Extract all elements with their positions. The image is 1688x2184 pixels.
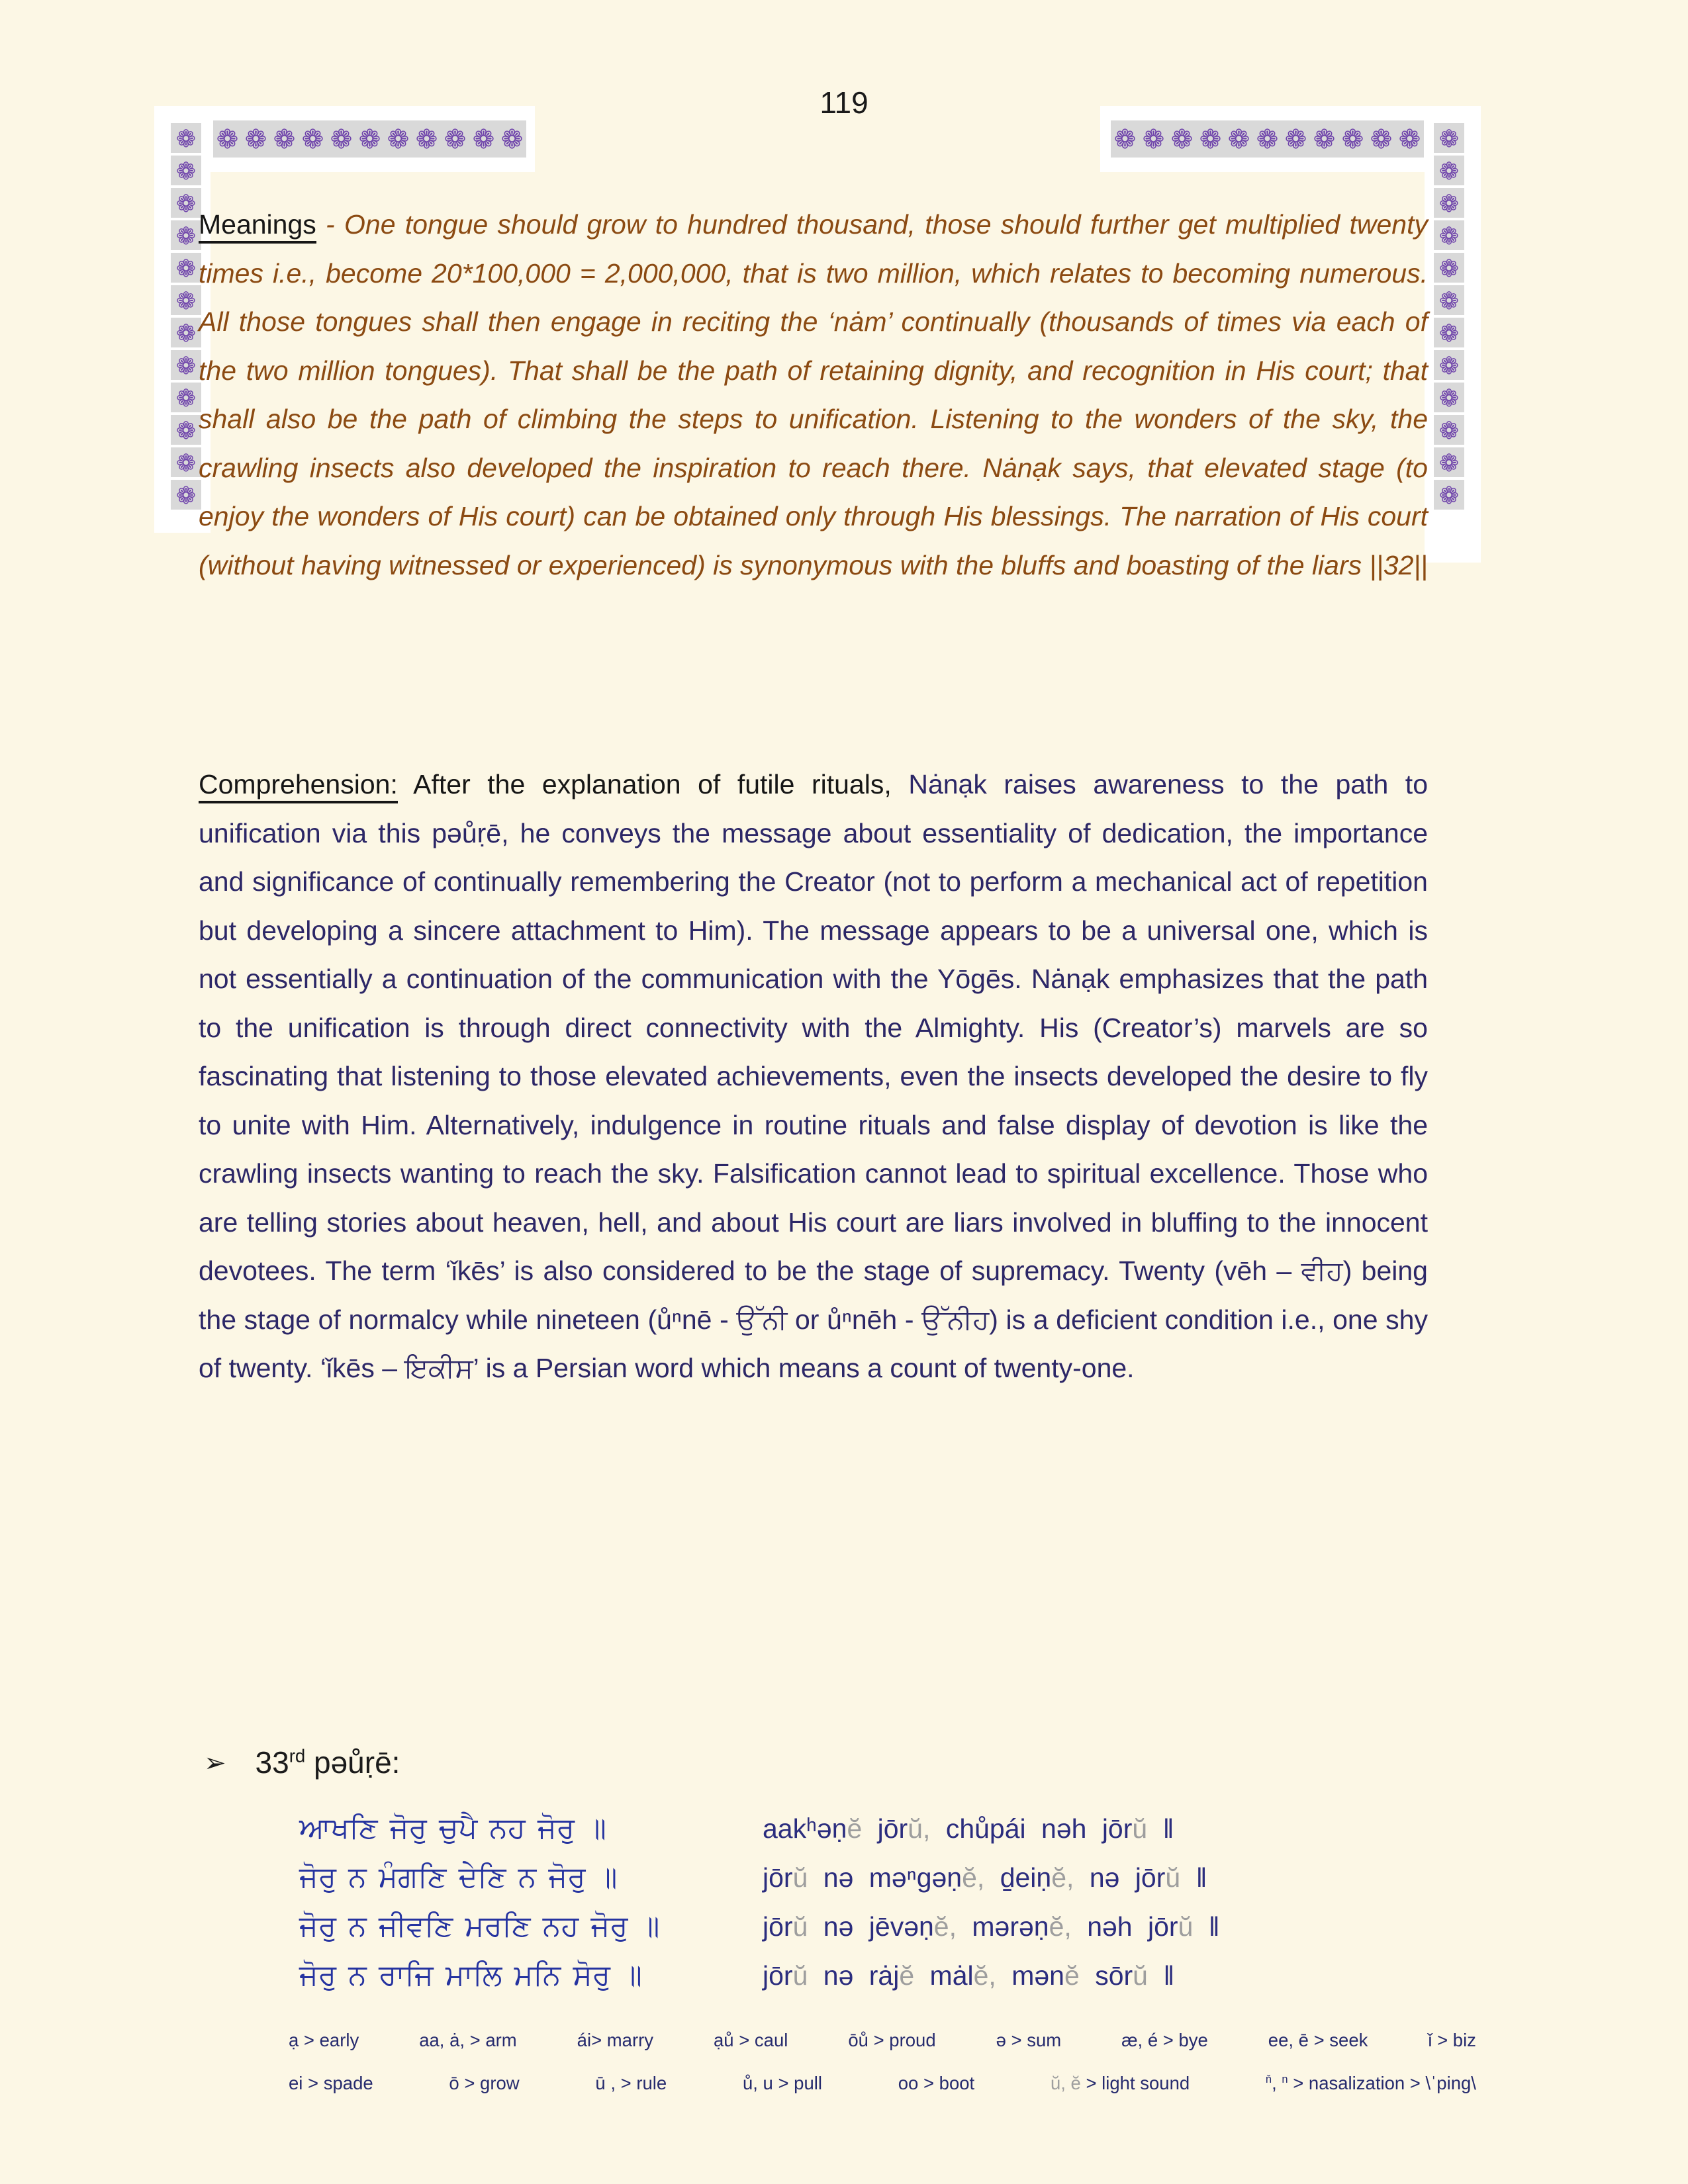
pronunciation-key-row-1 bbox=[289, 2029, 1476, 2052]
flower-ornament-icon: ❁ bbox=[171, 318, 201, 347]
flower-ornament-icon: ❁ bbox=[358, 125, 381, 154]
flower-ornament-icon: ❁ bbox=[1341, 125, 1364, 154]
gurmukhi-line: ਆਖਣਿ ਜੋਰੁ ਚੁਪੈ ਨਹ ਜੋਰੁ ॥ bbox=[299, 1812, 606, 1844]
flower-ornament-icon: ❁ bbox=[1227, 125, 1250, 154]
gurmukhi-line: ਜੋਰੁ ਨ ਰਾਜਿ ਮਾਲਿ ਮਨਿ ਸੋਰੁ ॥ bbox=[299, 1959, 642, 1991]
flower-ornament-icon: ❁ bbox=[171, 415, 201, 445]
pronunciation-key-item: ů, u > pull bbox=[742, 2073, 822, 2093]
flower-ornament-icon: ❁ bbox=[1434, 123, 1464, 153]
flower-ornament-icon: ❁ bbox=[1434, 188, 1464, 218]
meanings-separator: - bbox=[316, 209, 344, 240]
flower-border-right-column bbox=[1434, 123, 1464, 510]
flower-ornament-icon: ❁ bbox=[1199, 125, 1222, 154]
flower-ornament-icon: ❁ bbox=[1434, 253, 1464, 283]
pronunciation-key-item: aa, ȧ, > arm bbox=[419, 2030, 517, 2050]
verse-row bbox=[199, 1910, 1456, 1959]
pronunciation-key-item: ū , > rule bbox=[595, 2073, 667, 2093]
verse-row bbox=[199, 1812, 1456, 1861]
flower-ornament-icon: ❁ bbox=[1284, 125, 1307, 154]
gurmukhi-line: ਜੋਰੁ ਨ ਜੀਵਣਿ ਮਰਣਿ ਨਹ ਜੋਰੁ ॥ bbox=[299, 1910, 660, 1942]
comprehension-label: Comprehension: bbox=[199, 769, 398, 803]
flower-ornament-icon: ❁ bbox=[1434, 447, 1464, 477]
flower-ornament-icon: ❁ bbox=[171, 253, 201, 283]
meanings-label: Meanings bbox=[199, 209, 316, 244]
flower-ornament-icon: ❁ bbox=[1434, 285, 1464, 315]
flower-ornament-icon: ❁ bbox=[301, 125, 324, 154]
flower-ornament-icon: ❁ bbox=[1434, 480, 1464, 510]
flower-ornament-icon: ❁ bbox=[171, 156, 201, 185]
flower-border-top-right bbox=[1111, 120, 1424, 158]
flower-ornament-icon: ❁ bbox=[1434, 156, 1464, 185]
flower-ornament-icon: ❁ bbox=[1370, 125, 1393, 154]
pronunciation-key-item: ee, ē > seek bbox=[1268, 2030, 1368, 2050]
pronunciation-key-row-2 bbox=[289, 2072, 1476, 2095]
pronunciation-key-item: ái> marry bbox=[577, 2030, 654, 2050]
flower-ornament-icon: ❁ bbox=[171, 123, 201, 153]
flower-ornament-icon: ❁ bbox=[171, 447, 201, 477]
flower-ornament-icon: ❁ bbox=[1434, 220, 1464, 250]
pronunciation-key-item: ŭ, ĕ > light sound bbox=[1050, 2073, 1190, 2093]
pronunciation-key-item: oo > boot bbox=[898, 2073, 975, 2093]
flower-ornament-icon: ❁ bbox=[273, 125, 296, 154]
page-number: 119 bbox=[820, 85, 868, 120]
pronunciation-key-item: ə > sum bbox=[996, 2030, 1062, 2050]
flower-ornament-icon: ❁ bbox=[171, 188, 201, 218]
flower-ornament-icon: ❁ bbox=[500, 125, 524, 154]
ordinal-superscript: rd bbox=[289, 1745, 306, 1766]
flower-ornament-icon: ❁ bbox=[1313, 125, 1336, 154]
flower-ornament-icon: ❁ bbox=[1398, 125, 1421, 154]
transliteration-line: jōrŭ nə rȧjĕ mȧlĕ, mənĕ sōrŭ ‖ bbox=[763, 1960, 1175, 1991]
flower-ornament-icon: ❁ bbox=[171, 350, 201, 380]
flower-ornament-icon: ❁ bbox=[244, 125, 267, 154]
flower-ornament-icon: ❁ bbox=[171, 285, 201, 315]
pronunciation-key bbox=[289, 2029, 1476, 2095]
flower-ornament-icon: ❁ bbox=[1256, 125, 1279, 154]
arrow-bullet-icon: ➢ bbox=[204, 1749, 226, 1778]
pronunciation-key-item: ōů > proud bbox=[848, 2030, 936, 2050]
meanings-paragraph bbox=[199, 201, 1428, 590]
meanings-text: One tongue should grow to hundred thousand, those should further get multiplied twenty times i.e., become 20*100,000 = 2,000,000, that is two million, which relates to becoming numerous. All those tongues shall then engage in reciting the ‘nȧm’ continually (thousands of times via each of the two million tongues). That shall be the path of retaining dignity, and recognition in His court; that shall also be the path of climbing the steps to unification. Listening to the wonders of the sky, the crawling insects also developed the inspiration to reach there. Nȧnạk says, that elevated stage (to enjoy the wonders of His court) can be obtained only through His blessings. The narration of His court (without having witnessed or experienced) is synonymous with the bluffs and boasting of the liars ||32|| bbox=[199, 209, 1428, 580]
pronunciation-key-item: ạů > caul bbox=[714, 2030, 788, 2050]
pronunciation-key-item: æ, é > bye bbox=[1121, 2030, 1208, 2050]
verse-row bbox=[199, 1959, 1456, 2008]
flower-ornament-icon: ❁ bbox=[216, 125, 239, 154]
verse-block bbox=[199, 1812, 1456, 2008]
flower-ornament-icon: ❁ bbox=[171, 383, 201, 412]
flower-ornament-icon: ❁ bbox=[171, 480, 201, 510]
flower-border-top-left bbox=[213, 120, 526, 158]
flower-ornament-icon: ❁ bbox=[1434, 318, 1464, 347]
flower-ornament-icon: ❁ bbox=[415, 125, 438, 154]
comprehension-intro: After the explanation of futile rituals, bbox=[397, 769, 892, 799]
transliteration-line: aakʰəṇĕ jōrŭ, chůpái nəh jōrŭ ‖ bbox=[763, 1813, 1174, 1844]
comprehension-text: Nȧnạk raises awareness to the path to unification via this pəůṛē, he conveys the message about essentiality of dedication, the importance and significance of continually remembering the Creator (not to perform a mechanical act of repetition but developing a sincere attachment to Him). The message appears to be a universal one, which is not essentially a continuation of the communication with the Yōgēs. Nȧnạk emphasizes that the path to the unification is through direct connectivity with the Almighty. His (Creator’s) marvels are so fascinating that listening to those elevated achievements, even the insects developed the desire to fly to unite with Him. Alternatively, indulgence in routine rituals and false display of devotion is like the crawling insects wanting to reach the sky. Falsification cannot lead to spiritual excellence. Those who are telling stories about heaven, hell, and about His court are liars involved in bluffing to the innocent devotees. The term ‘ǐkēs’ is also considered to be the stage of supremacy. Twenty (vēh – ਵੀਹ) being the stage of normalcy while nineteen (ůⁿnē - ਉੱਨੀ or ůⁿnēh - ਉੱਨੀਹ) is a deficient condition i.e., one shy of twenty. ‘ǐkēs – ਇਕੀਸ’ is a Persian word which means a count of twenty-one. bbox=[199, 769, 1428, 1383]
pauri-heading-text: 33rd pəůṛē: bbox=[255, 1745, 400, 1780]
flower-ornament-icon: ❁ bbox=[444, 125, 467, 154]
flower-ornament-icon: ❁ bbox=[1434, 415, 1464, 445]
pronunciation-key-item: ō > grow bbox=[449, 2073, 520, 2093]
pronunciation-key-item: ǐ > biz bbox=[1428, 2030, 1476, 2050]
flower-ornament-icon: ❁ bbox=[387, 125, 410, 154]
gurmukhi-line: ਜੋਰੁ ਨ ਮੰਗਣਿ ਦੇਣਿ ਨ ਜੋਰੁ ॥ bbox=[299, 1861, 618, 1893]
flower-ornament-icon: ❁ bbox=[1142, 125, 1165, 154]
pauri-heading bbox=[204, 1745, 400, 1782]
flower-border-left-column bbox=[171, 123, 201, 510]
flower-ornament-icon: ❁ bbox=[1434, 350, 1464, 380]
flower-ornament-icon: ❁ bbox=[330, 125, 353, 154]
flower-ornament-icon: ❁ bbox=[1434, 383, 1464, 412]
flower-ornament-icon: ❁ bbox=[1113, 125, 1137, 154]
transliteration-line: jōrŭ nə jēvəṇĕ, mərəṇĕ, nəh jōrŭ ‖ bbox=[763, 1911, 1220, 1942]
transliteration-line: jōrŭ nə məⁿgəṇĕ, d̠eiṇĕ, nə jōrŭ ‖ bbox=[763, 1862, 1207, 1893]
pronunciation-key-item: ạ > early bbox=[289, 2030, 359, 2050]
flower-ornament-icon: ❁ bbox=[472, 125, 495, 154]
pronunciation-key-item: $^ň$, $^n$ > nasalization > \ˈping\ bbox=[1265, 2073, 1476, 2093]
flower-ornament-icon: ❁ bbox=[171, 220, 201, 250]
comprehension-paragraph bbox=[199, 760, 1428, 1393]
pronunciation-key-item: ei > spade bbox=[289, 2073, 373, 2093]
verse-row bbox=[199, 1861, 1456, 1910]
flower-ornament-icon: ❁ bbox=[1170, 125, 1194, 154]
